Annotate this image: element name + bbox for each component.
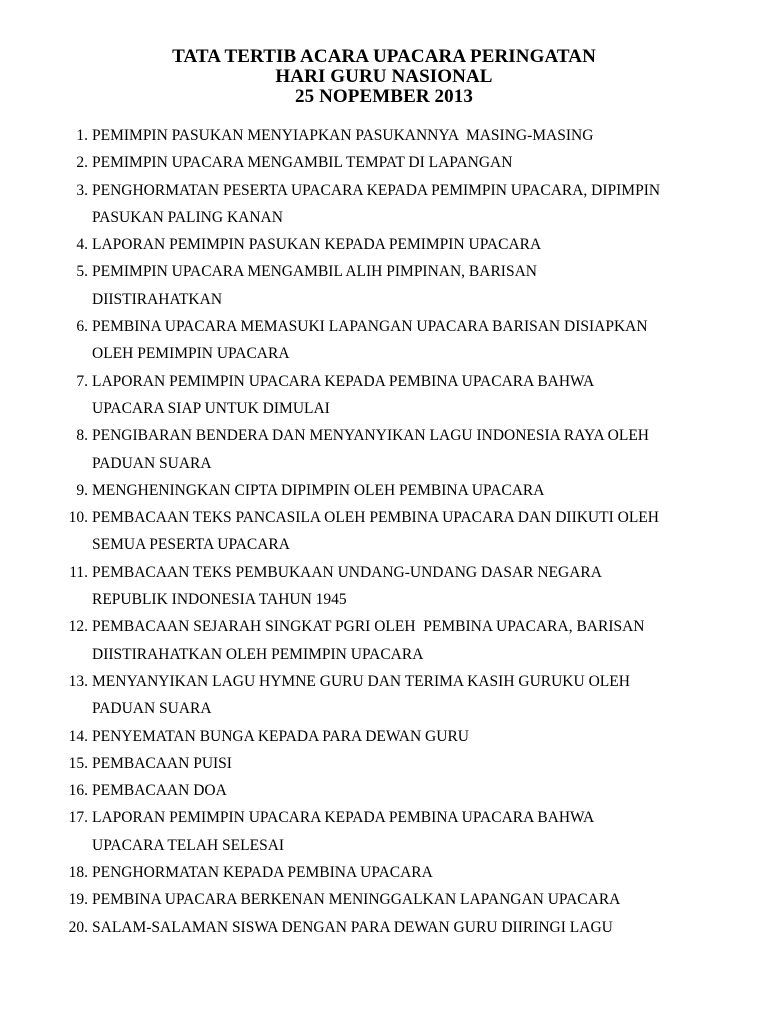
- list-item-text: [92, 886, 740, 913]
- list-item-number: 19.: [68, 891, 88, 909]
- list-item-number: 15.: [68, 754, 88, 772]
- list-item: [40, 914, 740, 941]
- list-item-number: 8.: [76, 427, 88, 445]
- list-item-text: [92, 422, 740, 477]
- list-item-number: 16.: [68, 782, 88, 800]
- list-item: [40, 477, 740, 504]
- list-item-line: PADUAN SUARA: [92, 700, 212, 718]
- list-item-line: UPACARA TELAH SELESAI: [92, 836, 285, 854]
- list-item-number: 2.: [76, 154, 88, 172]
- list-item-line: SALAM-SALAMAN SISWA DENGAN PARA DEWAN GURU DIIRINGI LAGU: [92, 918, 613, 936]
- list-item-number: 4.: [76, 236, 88, 254]
- list-item-text: [92, 777, 740, 804]
- list-item-number: 10.: [68, 509, 88, 527]
- list-item-text: [92, 477, 740, 504]
- list-item-line: LAPORAN PEMIMPIN UPACARA KEPADA PEMBINA UPACARA BAHWA: [92, 809, 595, 827]
- list-item-text: [92, 914, 740, 941]
- list-item-number: 7.: [76, 372, 88, 390]
- list-item-line: PENGIBARAN BENDERA DAN MENYANYIKAN LAGU INDONESIA RAYA OLEH: [92, 427, 650, 445]
- title-line-2: HARI GURU NASIONAL: [275, 66, 493, 87]
- list-item: [40, 422, 740, 477]
- list-item-line: SEMUA PESERTA UPACARA: [92, 536, 290, 554]
- list-item-line: PENGHORMATAN PESERTA UPACARA KEPADA PEMIMPIN UPACARA, DIPIMPIN: [92, 181, 661, 199]
- list-item-number: 6.: [76, 318, 88, 336]
- list-item-line: PEMBINA UPACARA BERKENAN MENINGGALKAN LAPANGAN UPACARA: [92, 891, 621, 909]
- list-item-text: [92, 149, 740, 176]
- list-item-number: 13.: [68, 672, 88, 690]
- list-item-text: [92, 750, 740, 777]
- title-line-1: TATA TERTIB ACARA UPACARA PERINGATAN: [172, 46, 596, 67]
- list-item-text: [92, 313, 740, 368]
- list-item-line: PEMBACAAN TEKS PEMBUKAAN UNDANG-UNDANG DASAR NEGARA: [92, 563, 602, 581]
- list-item-number: 1.: [76, 127, 88, 144]
- list-item-line: PEMIMPIN PASUKAN MENYIAPKAN PASUKANNYA MASING-MASING: [92, 127, 594, 144]
- list-item-line: PENGHORMATAN KEPADA PEMBINA UPACARA: [92, 864, 433, 882]
- list-item: [40, 368, 740, 423]
- list-item-line: REPUBLIK INDONESIA TAHUN 1945: [92, 591, 347, 609]
- agenda-list: [40, 122, 740, 941]
- list-item: [40, 122, 740, 149]
- list-item-line: PEMBACAAN TEKS PANCASILA OLEH PEMBINA UPACARA DAN DIIKUTI OLEH: [92, 509, 659, 527]
- list-item-line: PEMBACAAN SEJARAH SINGKAT PGRI OLEH PEMBINA UPACARA, BARISAN: [92, 618, 645, 636]
- list-item: [40, 613, 740, 668]
- list-item: [40, 777, 740, 804]
- list-item-line: PADUAN SUARA: [92, 454, 212, 472]
- list-item-line: PEMBINA UPACARA MEMASUKI LAPANGAN UPACARA BARISAN DISIAPKAN: [92, 318, 648, 336]
- list-item: [40, 149, 740, 176]
- list-item-text: [92, 613, 740, 668]
- list-item-line: PASUKAN PALING KANAN: [92, 208, 283, 226]
- list-item-text: [92, 668, 740, 723]
- list-item-line: PEMIMPIN UPACARA MENGAMBIL ALIH PIMPINAN, BARISAN: [92, 263, 537, 281]
- list-item: [40, 559, 740, 614]
- list-item: [40, 723, 740, 750]
- list-item-text: [92, 122, 740, 149]
- list-item-line: PEMBACAAN DOA: [92, 782, 227, 800]
- list-item-number: 12.: [68, 618, 88, 636]
- list-item-line: MENGHENINGKAN CIPTA DIPIMPIN OLEH PEMBINA UPACARA: [92, 481, 545, 499]
- list-item-line: PEMIMPIN UPACARA MENGAMBIL TEMPAT DI LAPANGAN: [92, 154, 513, 172]
- list-item-line: PENYEMATAN BUNGA KEPADA PARA DEWAN GURU: [92, 727, 469, 745]
- list-item: [40, 313, 740, 368]
- list-item: [40, 668, 740, 723]
- list-item-text: [92, 177, 740, 232]
- list-item-number: 17.: [68, 809, 88, 827]
- list-item-text: [92, 804, 740, 859]
- list-item-number: 14.: [68, 727, 88, 745]
- list-item: [40, 258, 740, 313]
- list-item-line: DIISTIRAHATKAN OLEH PEMIMPIN UPACARA: [92, 645, 424, 663]
- list-item-number: 18.: [68, 864, 88, 882]
- title-line-3: 25 NOPEMBER 2013: [295, 86, 473, 107]
- list-item-text: [92, 559, 740, 614]
- list-item-number: 11.: [69, 563, 88, 581]
- list-item-number: 20.: [68, 918, 88, 936]
- list-item: [40, 859, 740, 886]
- title-block: [0, 47, 768, 107]
- list-item-number: 5.: [76, 263, 88, 281]
- list-item-text: [92, 859, 740, 886]
- list-item-text: [92, 231, 740, 258]
- list-item-line: LAPORAN PEMIMPIN PASUKAN KEPADA PEMIMPIN UPACARA: [92, 236, 542, 254]
- list-item: [40, 177, 740, 232]
- list-item-text: [92, 368, 740, 423]
- list-item-line: PEMBACAAN PUISI: [92, 754, 232, 772]
- list-item: [40, 750, 740, 777]
- list-item: [40, 231, 740, 258]
- list-item: [40, 504, 740, 559]
- list-item-line: MENYANYIKAN LAGU HYMNE GURU DAN TERIMA KASIH GURUKU OLEH: [92, 672, 630, 690]
- list-item: [40, 886, 740, 913]
- list-item-line: DIISTIRAHATKAN: [92, 290, 223, 308]
- list-item-line: LAPORAN PEMIMPIN UPACARA KEPADA PEMBINA UPACARA BAHWA: [92, 372, 595, 390]
- list-item-text: [92, 504, 740, 559]
- list-item: [40, 804, 740, 859]
- list-item-number: 9.: [76, 481, 88, 499]
- list-item-line: OLEH PEMIMPIN UPACARA: [92, 345, 290, 363]
- list-item-line: UPACARA SIAP UNTUK DIMULAI: [92, 399, 330, 417]
- list-item-text: [92, 258, 740, 313]
- list-item-text: [92, 723, 740, 750]
- list-item-number: 3.: [76, 181, 88, 199]
